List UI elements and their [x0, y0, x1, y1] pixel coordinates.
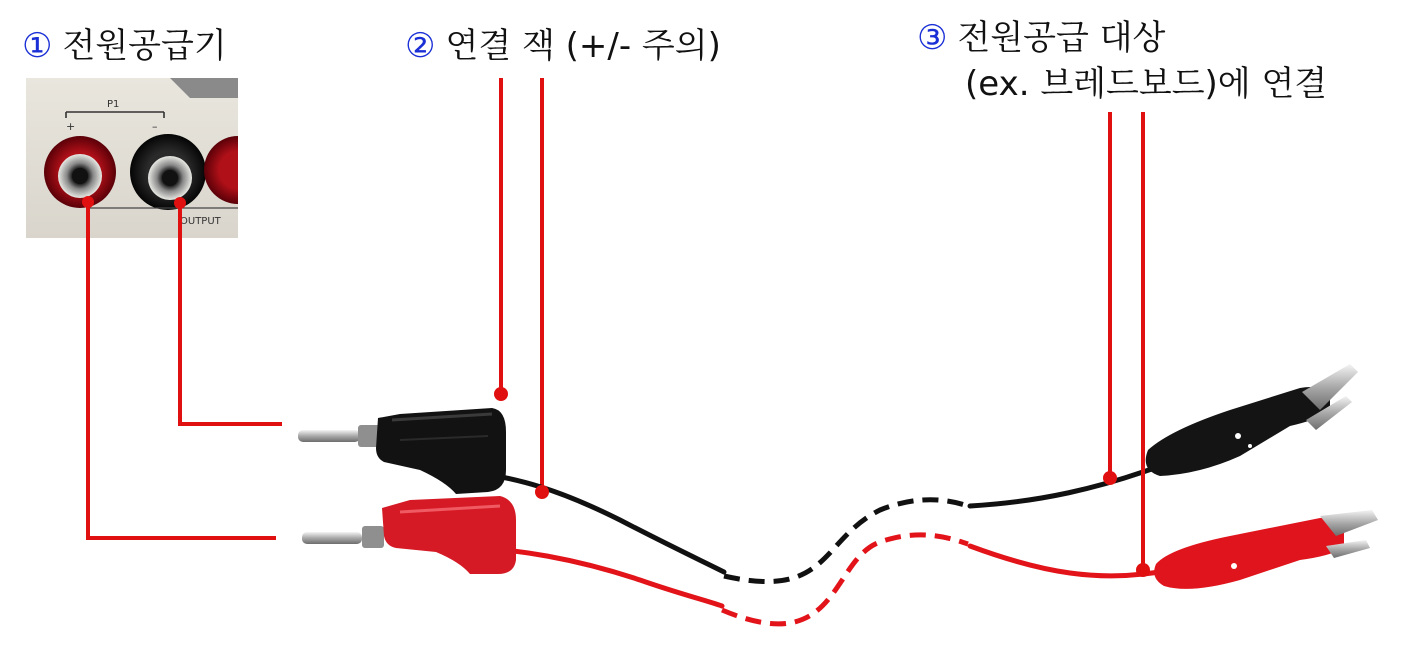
psu-output-label: OUTPUT	[180, 216, 221, 227]
black-alligator-clip	[1146, 364, 1358, 476]
black-wire-right	[970, 466, 1160, 506]
number-2: ②	[405, 26, 436, 66]
black-banana-plug	[298, 408, 506, 494]
red-banana-plug	[302, 496, 516, 574]
number-3: ③	[917, 18, 948, 58]
number-1: ①	[22, 26, 53, 66]
psu-leader-lines	[88, 202, 282, 538]
label-connection-jack-text: 연결 잭 (+/- 주의)	[445, 26, 721, 66]
power-supply-panel	[26, 78, 278, 238]
jack-leader-lines	[501, 78, 542, 490]
label-target-line2: (ex. 브레드보드)에 연결	[965, 64, 1328, 104]
jack-marker-2	[535, 485, 549, 499]
black-wire-dashed	[724, 500, 968, 582]
red-alligator-clip	[1154, 510, 1378, 589]
target-leader-lines	[1110, 112, 1143, 568]
label-target-text: 전원공급 대상	[957, 18, 1166, 58]
label-power-supply-text: 전원공급기	[62, 26, 227, 66]
psu-plus-label: +	[66, 120, 76, 133]
target-marker-black	[1103, 471, 1117, 485]
psu-negative-marker	[174, 197, 186, 209]
psu-minus-label: –	[152, 120, 158, 133]
psu-channel-label: P1	[107, 99, 120, 110]
target-marker-red	[1136, 563, 1150, 577]
jack-marker-1	[494, 387, 508, 401]
psu-positive-marker	[82, 196, 94, 208]
